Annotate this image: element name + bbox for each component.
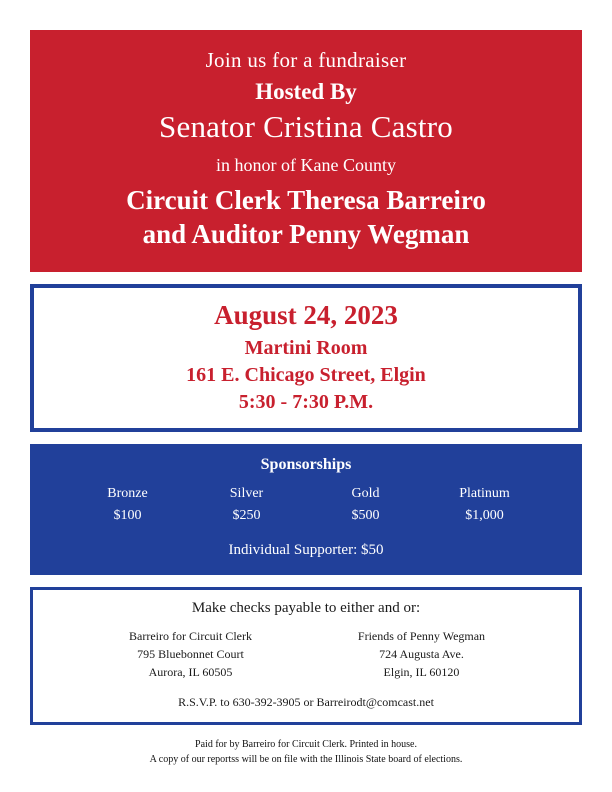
tier-name: Silver [229,485,264,501]
tier-name: Bronze [107,485,148,501]
payee-list [51,627,561,681]
payee-street: 724 Augusta Ave. [379,646,464,661]
payee-name: Friends of Penny Wegman [357,628,486,643]
tier-amount: $100 [113,507,142,523]
event-venue: Martini Room [244,336,368,359]
event-date: August 24, 2023 [214,299,398,330]
header-honor-line: in honor of Kane County [216,155,396,175]
disclaimer-footer [30,737,582,767]
payee-city: Aurora, IL 60505 [148,664,233,679]
header-honoree-line-2: and Auditor Penny Wegman [142,218,470,249]
header-hosted-by: Hosted By [255,79,357,104]
sponsorship-tier [306,486,425,524]
payee-city: Elgin, IL 60120 [383,664,460,679]
individual-supporter-line: Individual Supporter: $50 [228,541,384,558]
header-host-name: Senator Cristina Castro [159,109,453,144]
checks-heading: Make checks payable to either and or: [191,599,421,616]
payee-street: 795 Bluebonnet Court [137,646,244,661]
tier-amount: $500 [351,507,380,523]
tier-amount: $250 [232,507,261,523]
sponsorship-tier [425,486,544,524]
event-address: 161 E. Chicago Street, Elgin [186,363,426,386]
sponsorship-tier-list [54,486,558,524]
footer-line-2: A copy of our reportss will be on file with the Illinois State board of elections. [149,753,463,765]
sponsorship-tier [68,486,187,524]
event-time: 5:30 - 7:30 P.M. [238,390,374,413]
payee-entry [75,627,306,681]
payee-name: Barreiro for Circuit Clerk [129,628,252,643]
tier-name: Platinum [459,485,510,501]
header-honoree-line-1: Circuit Clerk Theresa Barreiro [126,185,486,215]
header-invite-line: Join us for a fundraiser [205,48,407,72]
sponsorship-tier [187,486,306,524]
sponsorship-title: Sponsorships [260,455,352,473]
sponsorship-block [30,444,582,575]
event-details-block [30,284,582,432]
tier-amount: $1,000 [465,507,504,523]
footer-line-1: Paid for by Barreiro for Circuit Clerk. Printed in house. [195,738,417,750]
checks-block [30,587,582,725]
header-block [30,30,582,272]
rsvp-line: R.S.V.P. to 630-392-3905 or Barreirodt@comcast.net [178,694,434,709]
payee-entry [306,627,537,681]
tier-name: Gold [351,485,380,501]
